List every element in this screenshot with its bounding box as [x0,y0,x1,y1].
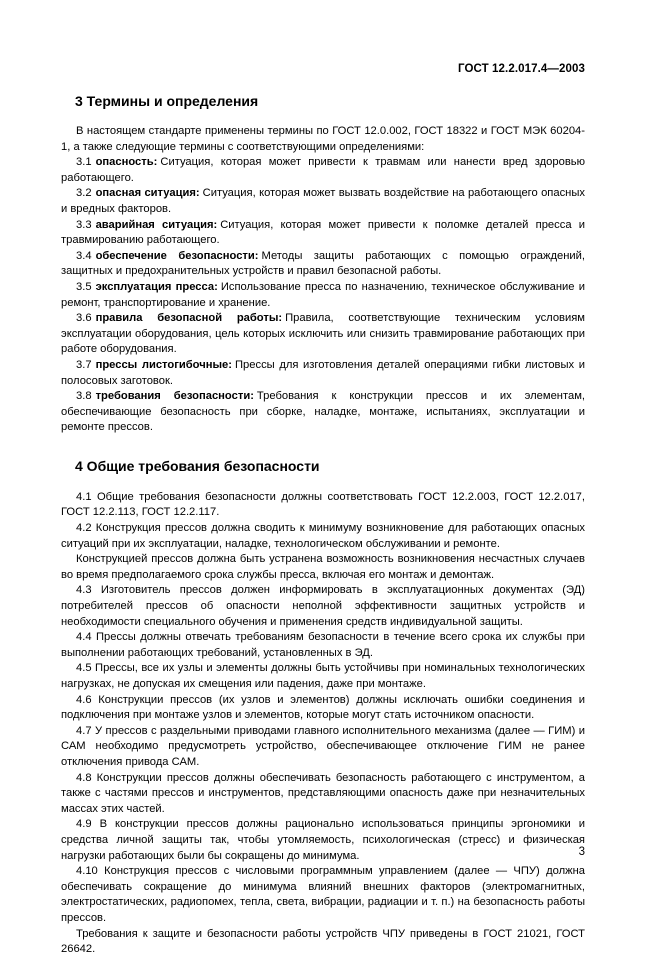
term-text: Методы защиты работающих с помощью ограждений, защитных и предохранительных устройств и правил безопасной работы. [61,249,585,278]
term-definition [61,249,585,280]
requirement-paragraph: Конструкцией прессов должна быть устранена возможность возникновения несчастных случаев во время предполагаемого срока службы пресса, включая его монтаж и демонтаж. [61,553,585,581]
term-number: 3.4 [76,249,92,262]
requirement-paragraph: 4.1 Общие требования безопасности должны соответствовать ГОСТ 12.2.003, ГОСТ 12.2.017, ГОСТ 12.2.113, ГОСТ 12.2.117. [61,490,585,519]
term-definition [61,311,585,358]
section-3-intro: В настоящем стандарте применены термины по ГОСТ 12.0.002, ГОСТ 18322 и ГОСТ МЭК 60204-1, а также следующие термины с соответствующими определениями: [61,125,585,153]
term-definition [61,358,585,389]
requirement-paragraph: 4.3 Изготовитель прессов должен информировать в эксплуатационных документах (ЭД) потребителей прессов об опасности неполной эффективности защитных устройств и необходимости специального обучения и применения средств индивидуальной защиты. [61,584,585,628]
term-number: 3.7 [76,358,92,371]
page-number: 3 [578,846,585,858]
term-text: Требования к конструкции прессов и их элементам, обеспечивающие безопасность при сборке, наладке, монтаже, испытаниях, эксплуатации и ремонте прессов. [61,390,585,434]
requirement-paragraph: 4.10 Конструкция прессов с числовыми программным управлением (далее — ЧПУ) должна обеспечивать сокращение до минимума влияний внешних факторов (электромагнитных, электростатических, радиопомех, тепла, света, вибрации, радиации и т. п.) на безопасность работы прессов. [61,865,585,924]
term-name: эксплуатация пресса: [95,280,218,293]
requirement-paragraph: Требования к защите и безопасности работы устройств ЧПУ приведены в ГОСТ 21021, ГОСТ 26642. [61,927,585,956]
section-3-title: 3 Термины и определения [75,93,259,109]
term-number: 3.5 [76,280,92,293]
term-definition [61,186,585,217]
term-name: обеспечение безопасности: [95,249,259,262]
term-text: Использование пресса по назначению, техническое обслуживание и ремонт, транспортирование и хранение. [61,280,586,309]
term-definition [61,155,585,186]
term-name: аварийная ситуация: [95,218,218,231]
requirement-paragraph: 4.2 Конструкция прессов должна сводить к минимуму возникновение для работающих опасных ситуаций при их эксплуатации, наладке, технологическом обслуживании и ремонте. [61,522,585,550]
page-content [61,92,585,958]
requirement-paragraph: 4.6 Конструкции прессов (их узлов и элементов) должны исключать ошибки соединения и подключения при монтаже узлов и элементов, которые могут стать источником опасности. [61,693,585,722]
term-number: 3.1 [76,156,92,169]
term-definition [61,218,585,249]
terms-list [61,155,585,436]
term-name: опасность: [95,156,158,169]
document-code: ГОСТ 12.2.017.4—2003 [458,63,585,75]
term-number: 3.6 [76,312,92,325]
requirement-paragraph: 4.4 Прессы должны отвечать требованиям безопасности в течение всего срока их службы при выполнении работающих требований, установленных в ЭД. [61,631,585,659]
section-4-body [61,490,585,958]
term-name: прессы листогибочные: [95,358,232,371]
term-definition [61,280,585,311]
term-text: Прессы для изготовления деталей операциями гибки листовых и полосовых заготовок. [61,358,585,387]
requirement-paragraph: 4.8 Конструкции прессов должны обеспечивать безопасность работающего с инструментом, а также с частями прессов и инструментов, представляющими опасность даже при незначительных массах этих частей. [61,771,585,815]
requirement-paragraph: 4.5 Прессы, все их узлы и элементы должны быть устойчивы при номинальных технологических нагрузках, не допуская их смещения или падения, даже при монтаже. [61,662,585,690]
term-name: требования безопасности: [95,390,254,403]
term-number: 3.3 [76,218,92,231]
section-4-title: 4 Общие требования безопасности [75,457,320,474]
term-number: 3.2 [76,187,92,200]
term-text: Ситуация, которая может привести к травмам или нанести вред здоровью работающего. [61,156,585,184]
term-text: Правила, соответствующие техническим условиям эксплуатации оборудования, цель которых исключить или снизить травмирование работающих при работе оборудования. [61,312,585,356]
term-name: правила безопасной работы: [95,312,283,325]
term-text: Ситуация, которая может вызвать воздействие на работающего опасных и вредных факторов. [61,187,585,215]
term-name: опасная ситуация: [95,187,200,200]
term-text: Ситуация, которая может привести к поломке деталей пресса и травмированию работающего. [61,218,586,247]
term-definition [61,389,585,436]
requirement-paragraph: 4.9 В конструкции прессов должны рационально использоваться принципы эргономики и средства личной защиты так, чтобы утомляемость, психологическая (стресс) и физическая нагрузки работающих были бы сокращены до минимума. [61,818,585,862]
requirement-paragraph: 4.7 У прессов с раздельными приводами главного исполнительного механизма (далее — ГИМ) и САМ необходимо предусмотреть устройство, обеспечивающее отключение ГИМ не ранее отключения привода САМ. [61,724,585,768]
term-number: 3.8 [76,390,92,403]
